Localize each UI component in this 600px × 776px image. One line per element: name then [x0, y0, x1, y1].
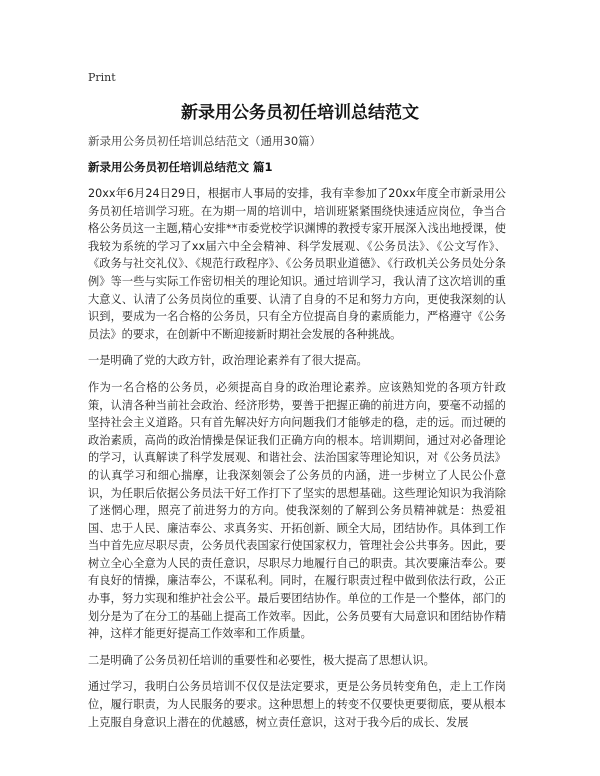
point-one-paragraph: 作为一名合格的公务员，必须提高自身的政治理论素养。应该熟知党的各项方针政策，认清各种当前社会政治、经济形势，要善于把握正确的前进方向，要毫不动摇的坚持社会主义道路。只有首先解决好方向问题我们才能够走的稳，走的远。而过硬的政治素质，高尚的政治情操是保证我们正确方向的根本。培训期间，通过对必备理论的学习，认真解读了科学发展观、和谐社会、法治国家等理论知识，对《公务员法》的认真学习和细心揣摩，让我深刻领会了公务员的内涵，进一步树立了人民公仆意识，为任职后依据公务员法干好工作打下了坚实的思想基础。这些理论知识为我消除了迷惘心理，照亮了前进努力的方向。使我深刻的了解到公务员精神就是：热爱祖国、忠于人民、廉洁奉公、求真务实、开拓创新、顾全大局，团结协作。具体到工作当中首先应尽职尽责，公务员代表国家行使国家权力，管理社会公共事务。因此，要树立全心全意为人民的责任意识，尽职尽力地履行自己的职责。其次要廉洁奉公。要有良好的情操，廉洁奉公，不谋私利。同时，在履行职责过程中做到依法行政，公正办事，努力实现和维护社会公平。最后要团结协作。单位的工作是一个整体，部门的划分是为了在分工的基础上提高工作效率。因此，公务员要有大局意识和团结协作精神，这样才能更好提高工作效率和工作质量。 — [88, 380, 506, 641]
point-two-paragraph: 通过学习，我明白公务员培训不仅仅是法定要求，更是公务员转变角色，走上工作岗位，履行职责，为人民服务的要求。这种思想上的转变不仅要快更要彻底，要从根本上克服自身意识上潜在的优越感，树立责任意识，这对于我今后的成长、发展 — [88, 680, 506, 729]
print-label: Print — [88, 71, 116, 84]
document-subtitle: 新录用公务员初任培训总结范文（通用30篇） — [88, 134, 322, 148]
intro-paragraph: 20xx年6月24日29日，根据市人事局的安排，我有幸参加了20xx年度全市新录用公务员初任培训学习班。在为期一周的培训中，培训班紧紧围绕快速适应岗位，争当合格公务员这一主题,精心安排**市委党校学识渊博的教授专家开展深入浅出地授课，使我较为系统的学习了xx届六中全会精神、科学发展观、《公务员法》、《公文写作》、《政务与社交礼仪》、《规范行政程序》、《公务员职业道德》、《行政机关公务员处分条例》等一些与实际工作密切相关的理论知识。通过培训学习，我认清了这次培训的重大意义、认清了公务员岗位的重要、认清了自身的不足和努力方向，更使我深刻的认识到，要成为一名合格的公务员，只有全方位提高自身的素质能力，严格遵守《公务员法》的要求，在创新中不断迎接新时期社会发展的各种挑战。 — [88, 187, 506, 341]
document-title: 新录用公务员初任培训总结范文 — [181, 103, 419, 123]
section-heading: 新录用公务员初任培训总结范文 篇1 — [88, 160, 273, 174]
document-body — [88, 185, 506, 740]
point-one-heading: 一是明确了党的大政方针，政治理论素养有了很大提高。 — [88, 354, 368, 368]
point-two-heading: 二是明确了公务员初任培训的重要性和必要性，极大提高了思想认识。 — [88, 653, 435, 667]
